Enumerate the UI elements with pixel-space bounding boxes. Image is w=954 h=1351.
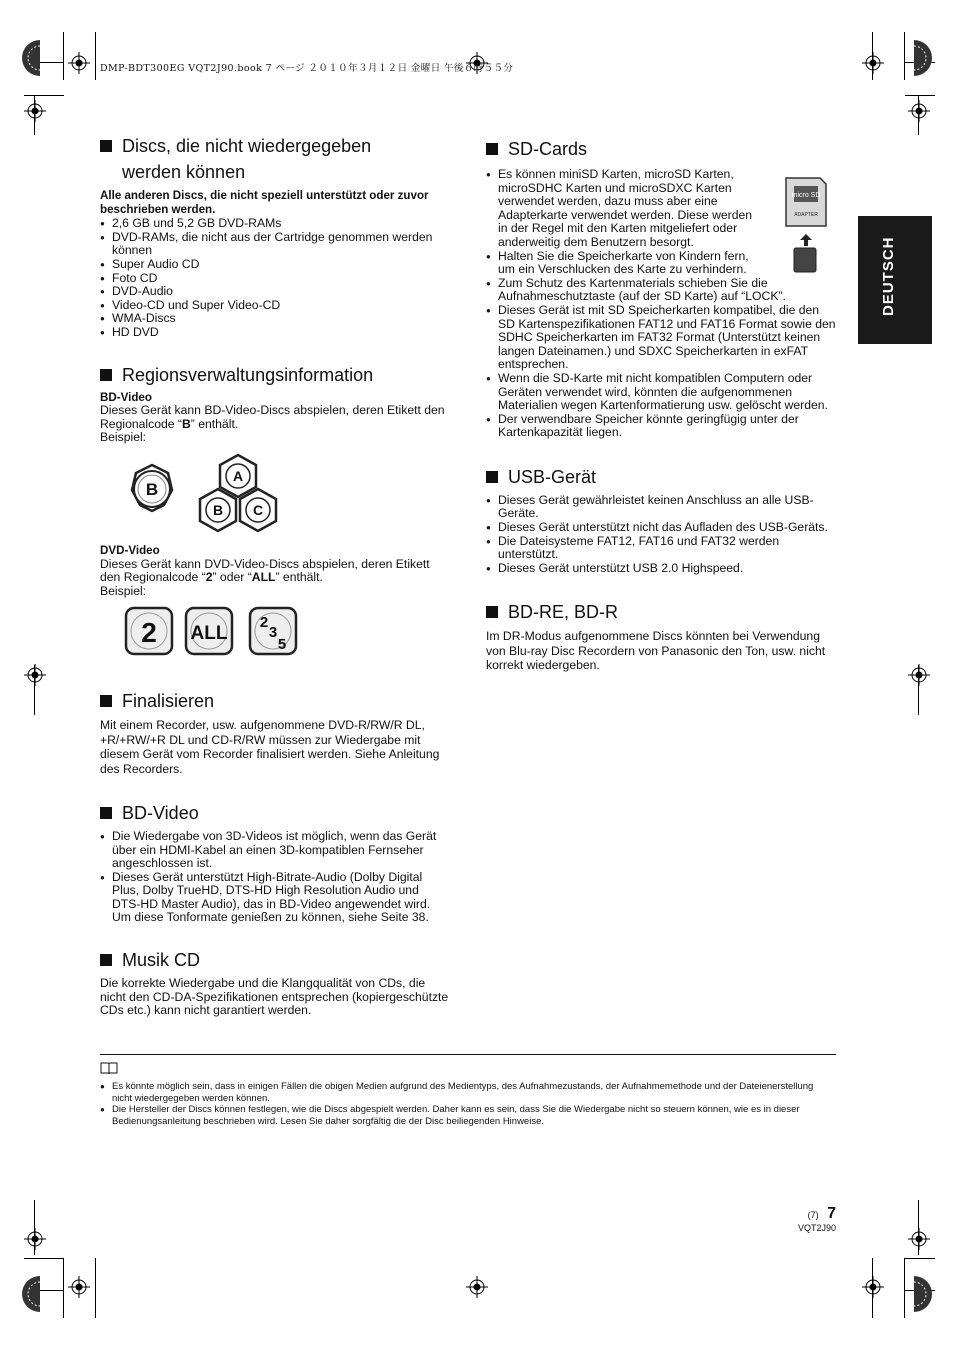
list-item: ● Super Audio CD [100, 258, 450, 272]
section-title-usb: USB-Gerät [486, 464, 836, 490]
list-item: ● Es können miniSD Karten, microSD Karten, microSDHC Karten und microSDXC Karten verwendet werden, dazu muss aber eine Adapterkarte verwendet werden. Diese werden in der Regel mit den Karten mitgeliefert oder anderweitig dem Benutzern besorgt. [486, 168, 760, 250]
language-tab [858, 216, 932, 344]
list-item: ● Der verwendbare Speicher könnte geringfügig unter der Kartenkapazität liegen. [486, 413, 836, 440]
bd-code-a: A [232, 467, 244, 484]
list-item: ● WMA-Discs [100, 312, 450, 326]
section-bullet-icon [100, 369, 112, 381]
dvd-code-5: 5 [277, 636, 287, 654]
dvd-video-label: DVD-Video [100, 543, 160, 557]
list-item: ● Foto CD [100, 272, 450, 286]
registration-mark-icon [24, 100, 46, 122]
notes-list [100, 1081, 836, 1127]
dvd-region-text: Dieses Gerät kann DVD-Video-Discs abspielen, deren Etikett den Regionalcode “2” oder “ALL” enthält. [100, 556, 430, 585]
section-bullet-icon [100, 695, 112, 707]
list-item: ● Dieses Gerät ist mit SD Speicherkarten kompatibel, die den SD Kartenspezifikationen FAT12 und FAT16 Format sowie den SDHC Speicherkarten im FAT32 Format (Unterstützt keinen langen Dateinamen.) und SDXC Speicherkarten in exFAT entsprechen. [486, 304, 836, 372]
right-column [486, 136, 836, 673]
registration-mark-icon [908, 664, 930, 686]
registration-mark-icon [68, 52, 90, 74]
section-title-region: Regionsverwaltungsinformation [100, 362, 450, 388]
bd-region-text: Dieses Gerät kann BD-Video-Discs abspielen, deren Etikett den Regionalcode “B” enthält. [100, 403, 445, 431]
section-title-musik-cd: Musik CD [100, 947, 450, 973]
page-footer [770, 1205, 836, 1233]
color-wheel-icon [22, 1276, 40, 1312]
color-wheel-icon [22, 40, 40, 76]
color-wheel-icon [914, 40, 932, 76]
list-item: ● Dieses Gerät unterstützt USB 2.0 Highspeed. [486, 562, 836, 576]
list-item: ● Die Dateisysteme FAT12, FAT16 und FAT32 werden unterstützt. [486, 535, 836, 562]
dvd-code-2: 2 [141, 617, 157, 649]
dvd-region-2-icon [126, 608, 172, 654]
sd-adapter-label: ADAPTER [794, 212, 818, 218]
dvd-code-3: 3 [268, 624, 278, 642]
note-divider [100, 1054, 836, 1055]
section-bullet-icon [486, 606, 498, 618]
dvd-code-2b: 2 [259, 614, 269, 632]
usb-list [486, 494, 836, 576]
bd-code-c: C [252, 501, 264, 518]
list-item: ● Es könnte möglich sein, dass in einigen Fällen die obigen Medien aufgrund des Medientyps, des Aufnahmezustands, der Aufnahmemethode und der Dateienerstellung nicht wiedergegeben werden können. [100, 1081, 836, 1104]
left-column [100, 133, 450, 1018]
book-icon [100, 1062, 118, 1074]
section-bullet-icon [486, 471, 498, 483]
list-item: ● Dieses Gerät gewährleistet keinen Anschluss an alle USB-Geräte. [486, 494, 836, 521]
registration-mark-icon [862, 52, 884, 74]
dvd-region-icons [124, 606, 314, 658]
list-item: ● Dieses Gerät unterstützt High-Bitrate-Audio (Dolby Digital Plus, Dolby TrueHD, DTS-HD High Resolution Audio und DTS-HD Master Audio), das in BD-Video angewendet wird. Um diese Tonformate genießen zu können, siehe Seite 38. [100, 871, 450, 925]
section-title-finalisieren: Finalisieren [100, 688, 450, 714]
document-code: VQT2J90 [797, 1223, 836, 1233]
section-title-bd-video: BD-Video [100, 800, 450, 826]
list-item: ● DVD-RAMs, die nicht aus der Cartridge genommen werden können [100, 231, 450, 258]
registration-mark-icon [466, 1276, 488, 1298]
list-item: ● Dieses Gerät unterstützt nicht das Aufladen des USB-Geräts. [486, 521, 836, 535]
registration-mark-icon [908, 100, 930, 122]
color-wheel-icon [914, 1276, 932, 1312]
page-number: 7 [827, 1205, 836, 1222]
discs-intro: Alle anderen Discs, die nicht speziell unterstützt oder zuvor beschrieben werden. [100, 189, 429, 216]
registration-mark-icon [68, 1276, 90, 1298]
section-title-sd-cards: SD-Cards [486, 136, 836, 162]
list-item: ● Halten Sie die Speicherkarte von Kindern fern, um ein Verschlucken des Karte zu verhindern. [486, 250, 760, 277]
registration-mark-icon [908, 1228, 930, 1250]
list-item: ● Video-CD und Super Video-CD [100, 299, 450, 313]
list-item: ● HD DVD [100, 326, 450, 340]
file-info-header: DMP-BDT300EG VQT2J90.book 7 ページ ２０１０年３月１２日 金曜日 午後６時５５分 [100, 63, 514, 74]
section-bullet-icon [100, 140, 112, 152]
bd-video-list [100, 830, 450, 925]
bd-re-text: Im DR-Modus aufgenommene Discs könnten bei Verwendung von Blu-ray Disc Recordern von Panasonic den Ton, usw. nicht korrekt wiedergeben. [486, 629, 826, 673]
example-label: Beispiel: [100, 583, 147, 598]
sd-card-label: micro SD [791, 192, 821, 199]
registration-mark-icon [862, 1276, 884, 1298]
sd-card-adapter-icon [782, 176, 830, 274]
list-item: ● DVD-Audio [100, 285, 450, 299]
section-title-bd-re: BD-RE, BD-R [486, 599, 836, 625]
list-item: ● Die Hersteller der Discs können festlegen, wie die Discs abgespielt werden. Daher kann es sein, dass Sie die Wiedergabe nicht so steuern können, wie es in dieser Bedienungsanleitung beschrieben wird. Lesen Sie daher sorgfältig die der Disc beiliegenden Hinweise. [100, 1104, 836, 1127]
registration-mark-icon [24, 1228, 46, 1250]
list-item: ● 2,6 GB und 5,2 GB DVD-RAMs [100, 217, 450, 231]
bd-region-icons [128, 453, 318, 538]
language-tab-label: DEUTSCH [880, 236, 897, 316]
bd-code-b2: B [212, 501, 224, 518]
dvd-region-235-icon [250, 608, 296, 654]
section-bullet-icon [100, 954, 112, 966]
discs-list [100, 217, 450, 339]
bd-code-b: B [145, 479, 159, 499]
dvd-region-all-icon [186, 608, 232, 654]
list-item: ● Zum Schutz des Kartenmaterials schieben Sie die Aufnahmeschutztaste (auf der SD Karte) auf “LOCK”. [486, 277, 836, 304]
finalisieren-text: Mit einem Recorder, usw. aufgenommene DVD-R/RW/R DL, +R/+RW/+R DL und CD-R/RW müssen zur Wiedergabe mit diesem Gerät vom Recorder finalisiert werden. Siehe Anleitung des Recorders. [100, 718, 440, 776]
list-item: ● Die Wiedergabe von 3D-Videos ist möglich, wenn das Gerät über ein HDMI-Kabel an einen 3D-kompatiblen Fernseher angeschlossen ist. [100, 830, 450, 871]
dvd-code-all: ALL [190, 623, 228, 645]
bd-region-b-icon [132, 465, 172, 511]
musik-cd-text: Die korrekte Wiedergabe und die Klangqualität von CDs, die nicht den CD-DA-Spezifikationen entsprechen (kopiergeschützte CDs etc.) kann nicht garantiert werden. [100, 976, 449, 1018]
section-bullet-icon [100, 807, 112, 819]
page-number-paren: (7) [807, 1210, 819, 1220]
example-label: Beispiel: [100, 430, 147, 445]
list-item: ● Wenn die SD-Karte mit nicht kompatiblen Computern oder Geräten verwendet wird, könnten die aufgenommenen Materialien wegen Kartenformatierung usw. gelöscht werden. [486, 372, 836, 413]
bd-video-label: BD-Video [100, 390, 152, 404]
section-title-discs: Discs, die nicht wiedergegeben werden können [100, 133, 450, 185]
bd-region-abc-icon [200, 455, 276, 531]
section-bullet-icon [486, 143, 498, 155]
registration-mark-icon [24, 664, 46, 686]
